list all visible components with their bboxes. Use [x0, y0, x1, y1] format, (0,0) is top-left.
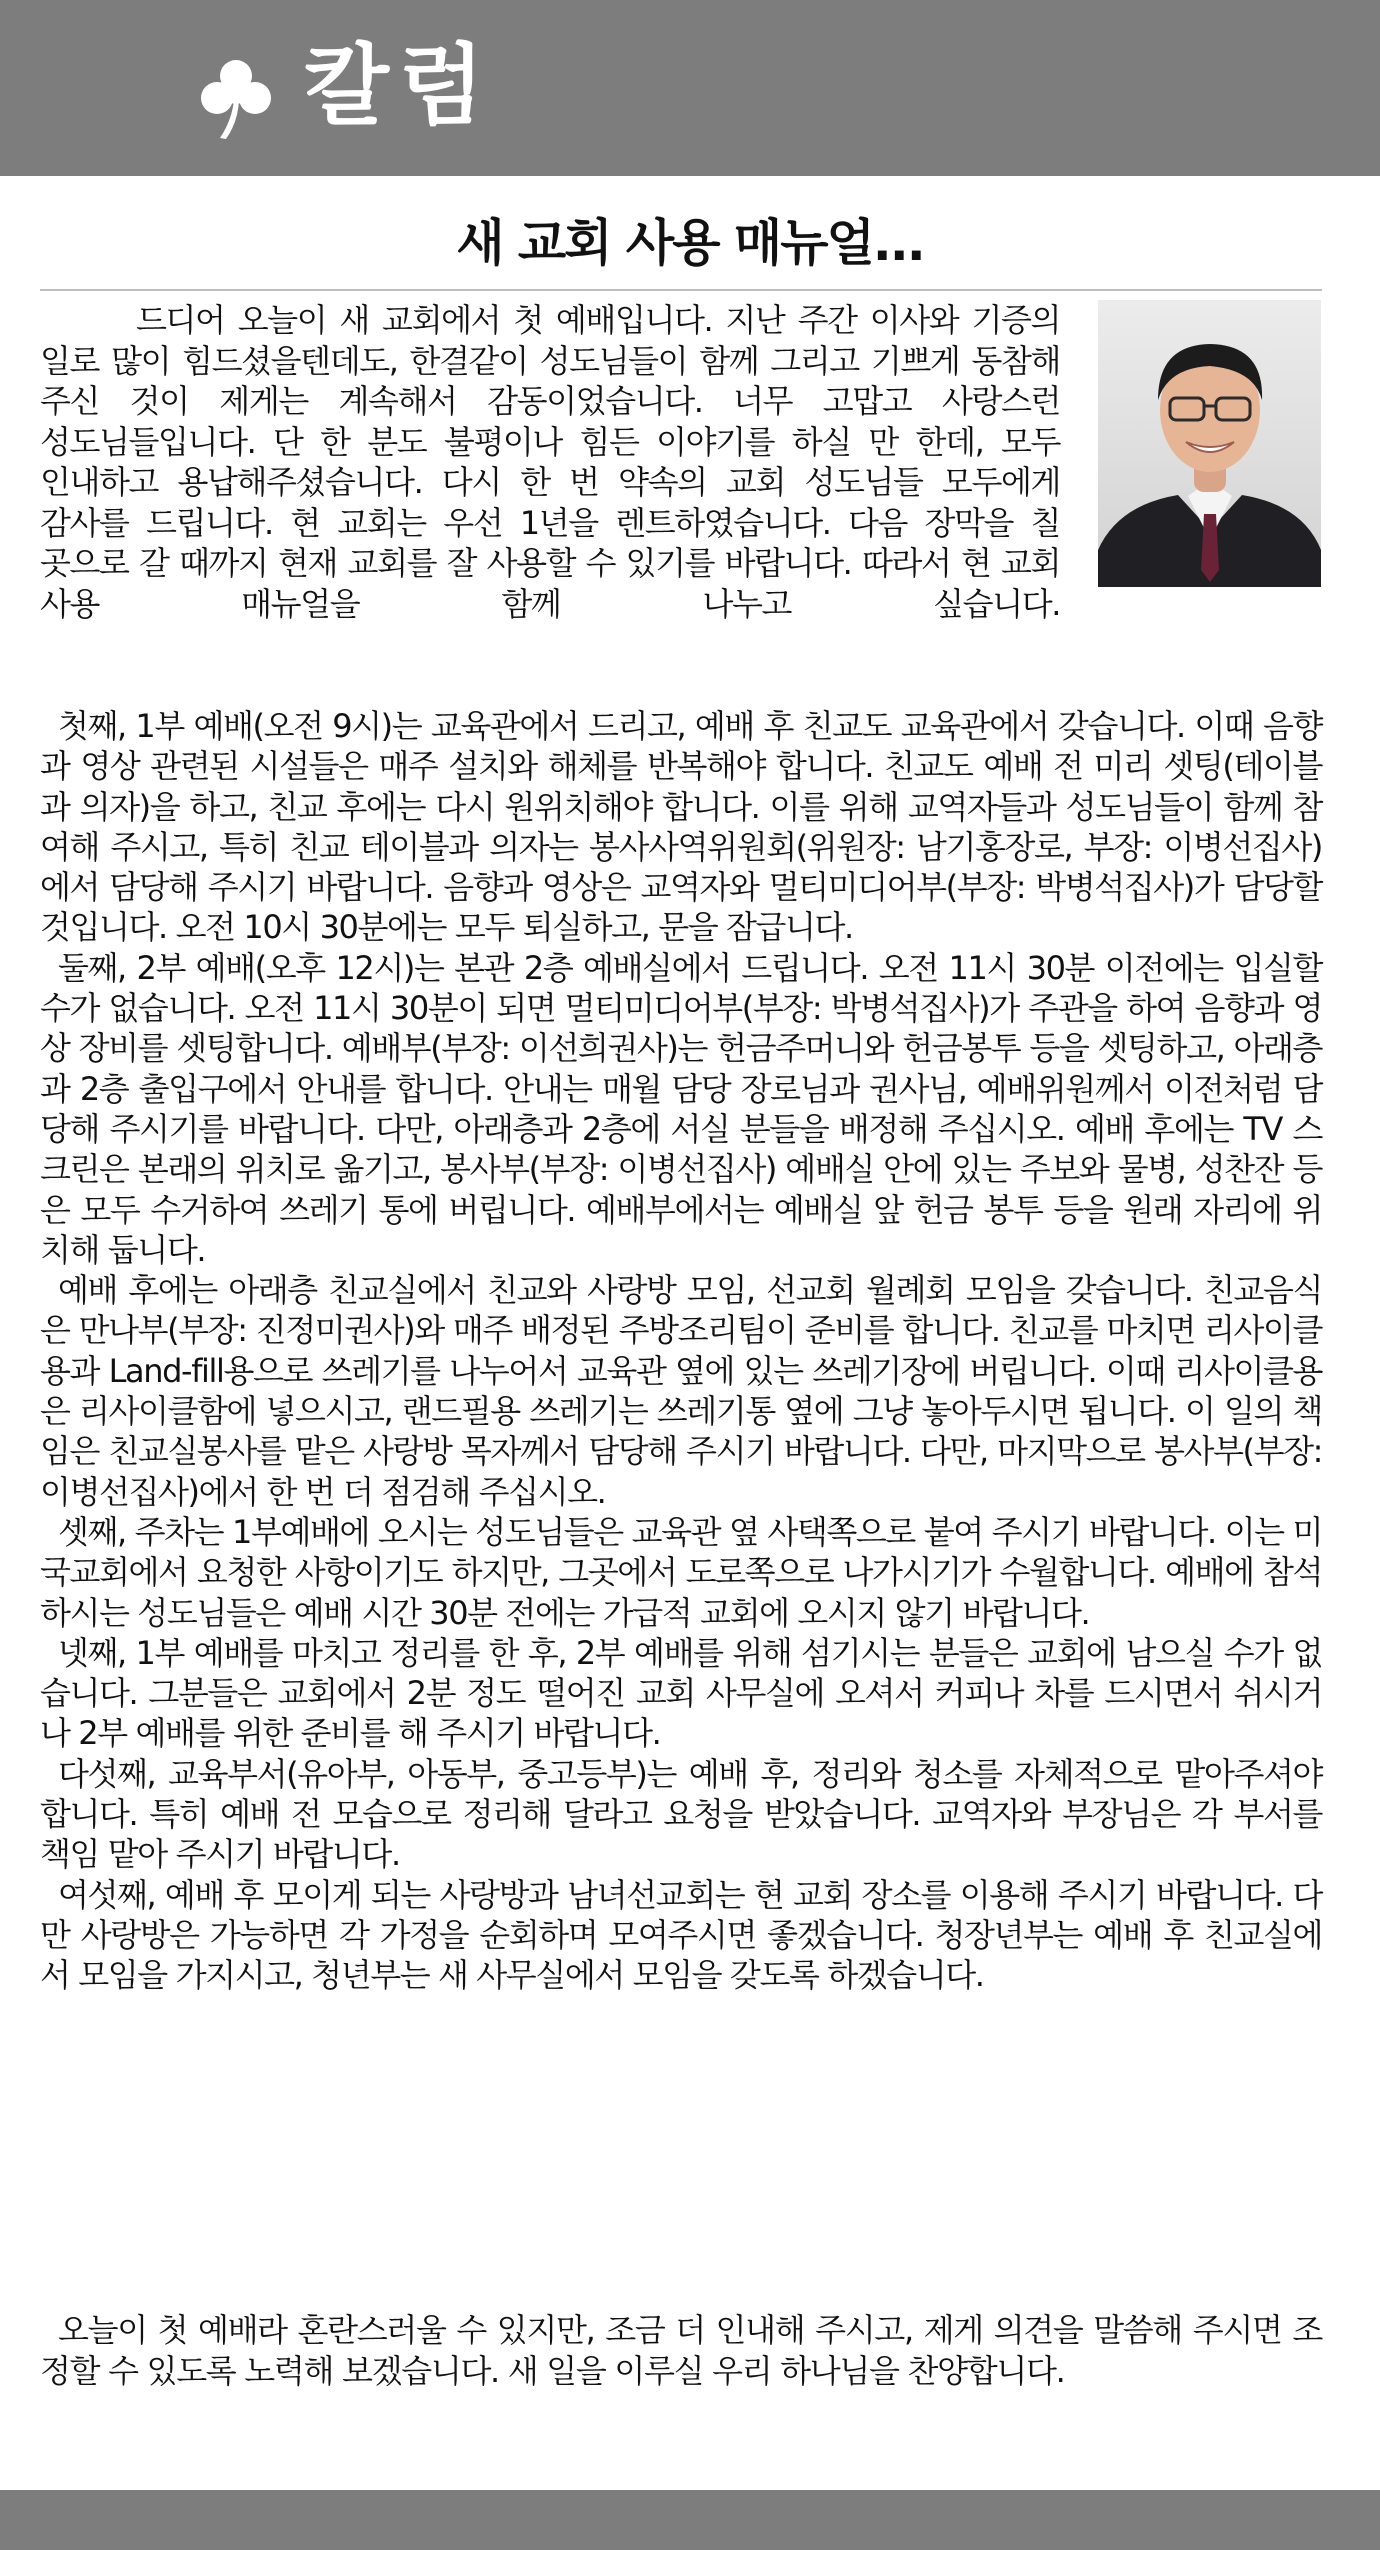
article-body — [40, 706, 1322, 1996]
closing-section — [40, 2310, 1322, 2392]
intro-text: 드디어 오늘이 새 교회에서 첫 예배입니다. 지난 주간 이사와 기증의 일로 많이 힘드셨을텐데도, 한결같이 성도님들이 함께 그리고 기쁘게 동참해 주신 것이 제게는 계속해서 감동이었습니다. 너무 고맙고 사랑스런 성도님들입니다. 단 한 분도 불평이나 힘든 이야기를 하실 만 한데, 모두 인내하고 용납해주셨습니다. 다시 한 번 약속의 교회 성도님들 모두에게 감사를 드립니다. 현 교회는 우선 1년을 렌트하였습니다. 다음 장막을 칠 곳으로 갈 때까지 현재 교회를 잘 사용할 수 있기를 바랍니다. 따라서 현 교회 사용 매뉴얼을 함께 나누고 싶습니다. — [40, 301, 1060, 623]
intro-paragraph — [40, 300, 1060, 665]
closing-paragraph: 오늘이 첫 예배라 혼란스러울 수 있지만, 조금 더 인내해 주시고, 제게 의견을 말씀해 주시면 조정할 수 있도록 노력해 보겠습니다. 새 일을 이루실 우리 하나님을 찬양합니다. — [40, 2311, 1322, 2390]
paragraph-6: 다섯째, 교육부서(유아부, 아동부, 중고등부)는 예배 후, 정리와 청소를 자체적으로 맡아주셔야 합니다. 특히 예배 전 모습으로 정리해 달라고 요청을 받았습니다. 교역자와 부장님은 각 부서를 책임 맡아 주시기 바랍니다. — [40, 1754, 1322, 1874]
paragraph-4: 셋째, 주차는 1부예배에 오시는 성도님들은 교육관 옆 사택쪽으로 붙여 주시기 바랍니다. 이는 미국교회에서 요청한 사항이기도 하지만, 그곳에서 도로쪽으로 나가시기가 수월합니다. 예배에 참석하시는 성도님들은 예배 시간 30분 전에는 가급적 교회에 오시지 않기 바랍니다. — [40, 1512, 1322, 1632]
paragraph-3: 예배 후에는 아래층 친교실에서 친교와 사랑방 모임, 선교회 월례회 모임을 갖습니다. 친교음식은 만나부(부장: 진정미권사)와 매주 배정된 주방조리팀이 준비를 합니다. 친교를 마치면 리사이클용과 Land-fill용으로 쓰레기를 나누어서 교육관 옆에 있는 쓰레기장에 버립니다. 이때 리사이클용은 리사이클함에 넣으시고, 랜드필용 쓰레기는 쓰레기통 옆에 그냥 놓아두시면 됩니다. 이 일의 책임은 친교실봉사를 맡은 사랑방 목자께서 담당해 주시기 바랍니다. 다만, 마지막으로 봉사부(부장: 이병선집사)에서 한 번 더 점검해 주십시오. — [40, 1271, 1322, 1511]
column-header — [0, 0, 1380, 176]
paragraph-5: 넷째, 1부 예배를 마치고 정리를 한 후, 2부 예배를 위해 섬기시는 분들은 교회에 남으실 수가 없습니다. 그분들은 교회에서 2분 정도 떨어진 교회 사무실에 오셔서 커피나 차를 드시면서 쉬시거나 2부 예배를 위한 준비를 해 주시기 바랍니다. — [40, 1633, 1322, 1753]
paragraph-2: 둘째, 2부 예배(오후 12시)는 본관 2층 예배실에서 드립니다. 오전 11시 30분 이전에는 입실할 수가 없습니다. 오전 11시 30분이 되면 멀티미디어부(부장: 박병석집사)가 주관을 하여 음향과 영상 장비를 셋팅합니다. 예배부(부장: 이선희권사)는 헌금주머니와 헌금봉투 등을 셋팅하고, 아래층과 2층 출입구에서 안내를 합니다. 안내는 매월 담당 장로님과 권사님, 예배위원께서 이전처럼 담당해 주시기를 바랍니다. 다만, 아래층과 2층에 서실 분들을 배정해 주십시오. 예배 후에는 TV 스크린은 본래의 위치로 옮기고, 봉사부(부장: 이병선집사) 예배실 안에 있는 주보와 물병, 성찬잔 등은 모두 수거하여 쓰레기 통에 버립니다. 예배부에서는 예배실 앞 헌금 봉투 등을 원래 자리에 위치해 둡니다. — [40, 948, 1322, 1269]
author-photo — [1098, 300, 1321, 587]
paragraph-7: 여섯째, 예배 후 모이게 되는 사랑방과 남녀선교회는 현 교회 장소를 이용해 주시기 바랍니다. 다만 사랑방은 가능하면 각 가정을 순회하며 모여주시면 좋겠습니다. 청장년부는 예배 후 친교실에서 모임을 가지시고, 청년부는 새 사무실에서 모임을 갖도록 하겠습니다. — [40, 1875, 1322, 1995]
title-divider — [40, 289, 1322, 291]
section-title: 칼럼 — [304, 34, 495, 137]
clover-icon — [198, 58, 274, 140]
article-title: 새 교회 사용 매뉴얼... — [456, 214, 924, 272]
paragraph-1: 첫째, 1부 예배(오전 9시)는 교육관에서 드리고, 예배 후 친교도 교육관에서 갖습니다. 이때 음향과 영상 관련된 시설들은 매주 설치와 해체를 반복해야 합니다. 친교도 예배 전 미리 셋팅(테이블과 의자)을 하고, 친교 후에는 다시 원위치해야 합니다. 이를 위해 교역자들과 성도님들이 함께 참여해 주시고, 특히 친교 테이블과 의자는 봉사사역위원회(위원장: 남기홍장로, 부장: 이병선집사)에서 담당해 주시기 바랍니다. 음향과 영상은 교역자와 멀티미디어부(부장: 박병석집사)가 담당할 것입니다. 오전 10시 30분에는 모두 퇴실하고, 문을 잠급니다. — [40, 707, 1322, 947]
footer-bar — [0, 2490, 1380, 2550]
